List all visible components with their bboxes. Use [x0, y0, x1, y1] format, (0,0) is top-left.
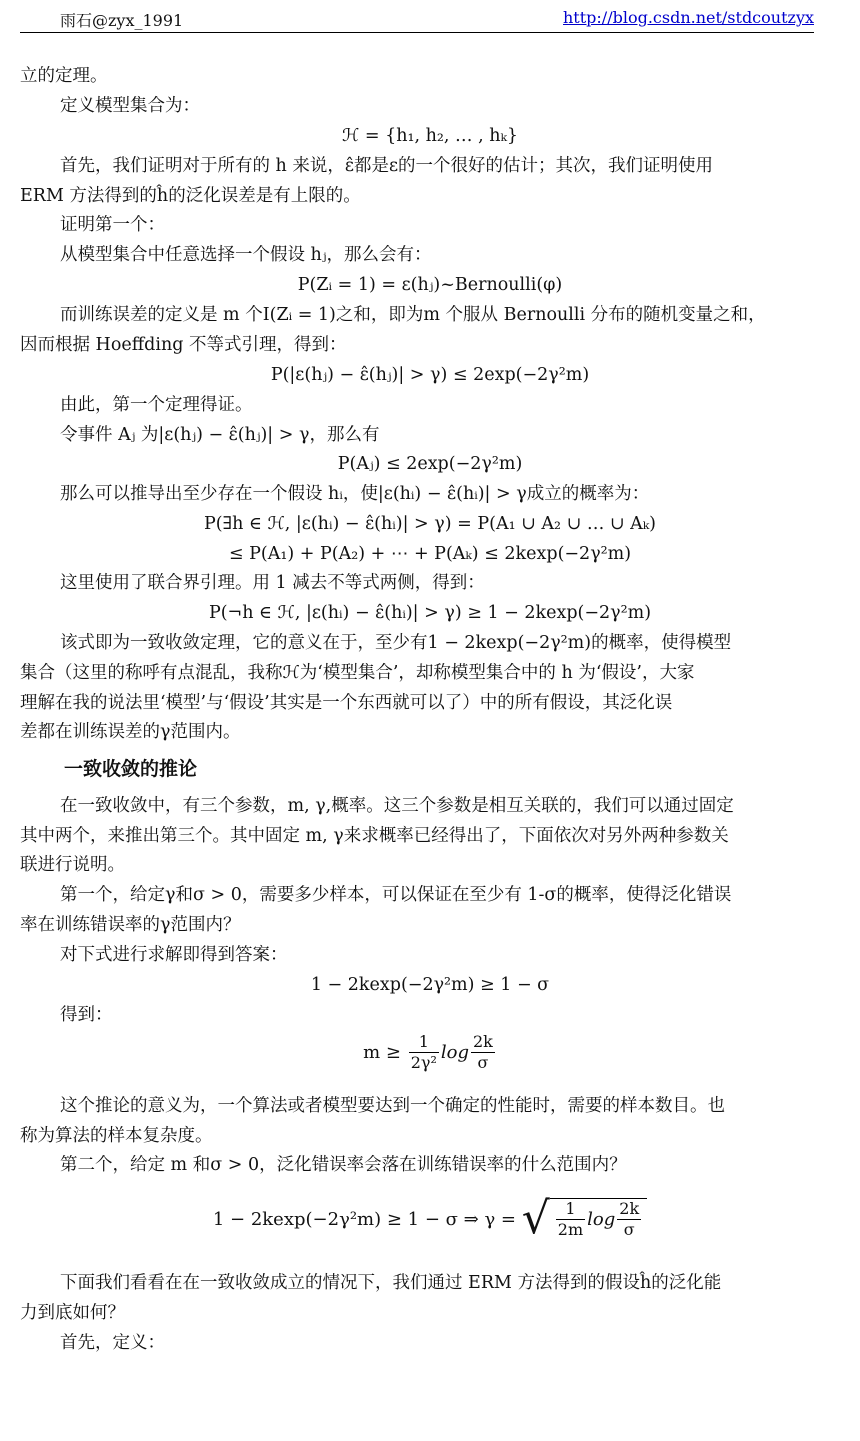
- text-line: 理解在我的说法里‘模型’与‘假设’其实是一个东西就可以了）中的所有假设，其泛化误: [20, 693, 673, 713]
- text-line: 定义模型集合为：: [60, 96, 200, 116]
- text-line: 首先，我们证明对于所有的 h 来说，ε̂都是ε的一个很好的估计；其次，我们证明使用: [60, 156, 714, 176]
- text-line: 这里使用了联合界引理。用 1 减去不等式两侧，得到：: [60, 573, 485, 593]
- text-line: 力到底如何？: [20, 1303, 125, 1323]
- fraction-numerator: 2k: [473, 1032, 493, 1051]
- text-line: 首先，定义：: [60, 1333, 165, 1353]
- equation: P(Zᵢ = 1) = ε(hⱼ)~Bernoulli(φ): [297, 275, 563, 295]
- equation: ℋ = {h₁, h₂, … , hₖ}: [341, 126, 519, 146]
- fraction: [556, 1199, 585, 1240]
- text-line: 那么可以推导出至少存在一个假设 hᵢ，使|ε(hᵢ) − ε̂(hᵢ)| > γ成立的概率为：: [60, 484, 650, 504]
- equation: 1 − 2kexp(−2γ²m) ≥ 1 − σ: [310, 975, 550, 995]
- text-line: 其中两个，来推出第三个。其中固定 m, γ来求概率已经得出了，下面依次对另外两种参数关: [20, 826, 729, 846]
- equation: P(|ε(hⱼ) − ε̂(hⱼ)| > γ) ≤ 2exp(−2γ²m): [270, 365, 590, 385]
- text-line: 该式即为一致收敛定理，它的意义在于，至少有1 − 2kexp(−2γ²m)的概率，使得模型: [60, 633, 732, 653]
- header-author: 雨石@zyx_1991: [60, 11, 184, 30]
- text-line: 差都在训练误差的γ范围内。: [20, 722, 241, 742]
- sample-complexity-equation: [0, 1032, 860, 1073]
- text-line: 这个推论的意义为，一个算法或者模型要达到一个确定的性能时，需要的样本数目。也: [60, 1096, 725, 1116]
- log-text: log: [587, 1209, 616, 1230]
- page-header: [20, 6, 814, 33]
- text-line: 在一致收敛中，有三个参数，m, γ,概率。这三个参数是相互关联的，我们可以通过固定: [60, 796, 734, 816]
- text-line: 从模型集合中任意选择一个假设 hⱼ，那么会有：: [60, 245, 432, 265]
- fraction: [617, 1199, 641, 1240]
- log-text: log: [440, 1042, 469, 1063]
- text-line: 联进行说明。: [20, 855, 125, 875]
- fraction-numerator: 2k: [619, 1199, 640, 1218]
- text-line: 称为算法的样本复杂度。: [20, 1126, 213, 1146]
- equation: P(¬h ∈ ℋ, |ε(hᵢ) − ε̂(hᵢ)| > γ) ≥ 1 − 2kexp(−2γ²m): [208, 603, 652, 623]
- fraction-denominator: 2m: [557, 1220, 584, 1239]
- text-line: 下面我们看看在在一致收敛成立的情况下，我们通过 ERM 方法得到的假设ĥ的泛化能: [60, 1273, 722, 1293]
- text-line: 立的定理。: [20, 66, 108, 86]
- text-line: ERM 方法得到的ĥ的泛化误差是有上限的。: [20, 186, 361, 206]
- eq-lhs: 1 − 2kexp(−2γ²m) ≥ 1 − σ ⇒ γ =: [212, 1208, 517, 1230]
- error-bound-equation: [0, 1194, 860, 1244]
- header-blog-link[interactable]: http://blog.csdn.net/stdcoutzyx: [563, 8, 814, 27]
- text-line: 得到：: [60, 1005, 113, 1025]
- text-line: 由此，第一个定理得证。: [60, 395, 253, 415]
- eq-lhs: m ≥: [363, 1042, 401, 1063]
- equation: P(Aⱼ) ≤ 2exp(−2γ²m): [337, 454, 523, 474]
- sqrt-content: [550, 1198, 647, 1240]
- sqrt-icon: √: [521, 1193, 550, 1244]
- fraction-denominator: σ: [477, 1053, 489, 1072]
- fraction: [409, 1032, 439, 1073]
- text-line: 因而根据 Hoeffding 不等式引理，得到：: [20, 335, 347, 355]
- fraction: [471, 1032, 495, 1073]
- equation: P(∃h ∈ ℋ, |ε(hᵢ) − ε̂(hᵢ)| > γ) = P(A₁ ∪ A₂ ∪ … ∪ Aₖ): [204, 514, 656, 534]
- equation: ≤ P(A₁) + P(A₂) + ⋯ + P(Aₖ) ≤ 2kexp(−2γ²m): [228, 544, 632, 564]
- fraction-denominator: σ: [623, 1220, 635, 1239]
- fraction-numerator: 1: [409, 1032, 439, 1053]
- text-line: 证明第一个：: [60, 215, 165, 235]
- text-line: 令事件 Aⱼ 为|ε(hⱼ) − ε̂(hⱼ)| > γ，那么有: [60, 425, 380, 445]
- fraction-numerator: 1: [556, 1199, 585, 1220]
- text-line: 第二个，给定 m 和σ > 0，泛化错误率会落在训练错误率的什么范围内？: [60, 1155, 627, 1175]
- text-line: 率在训练错误率的γ范围内？: [20, 915, 241, 935]
- text-line: 而训练误差的定义是 m 个I(Zᵢ = 1)之和，即为m 个服从 Bernoulli 分布的随机变量之和，: [60, 305, 766, 325]
- text-line: 第一个，给定γ和σ > 0，需要多少样本，可以保证在至少有 1-σ的概率，使得泛化错误: [60, 885, 732, 905]
- section-heading: 一致收敛的推论: [64, 758, 198, 780]
- text-line: 集合（这里的称呼有点混乱，我称ℋ为‘模型集合’，却称模型集合中的 h 为‘假设’，大家: [20, 663, 695, 683]
- fraction-denominator: 2γ²: [410, 1053, 437, 1072]
- text-line: 对下式进行求解即得到答案：: [60, 945, 288, 965]
